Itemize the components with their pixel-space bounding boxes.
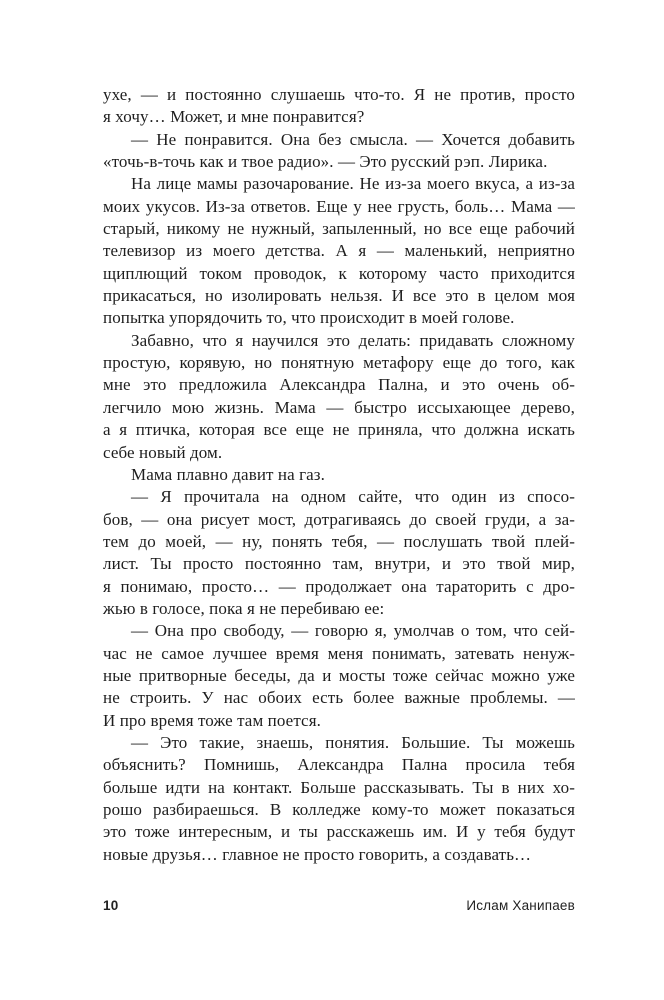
text-line: а я птичка, которая все еще не приняла, что должна искать xyxy=(103,420,575,440)
paragraph xyxy=(103,173,575,329)
text-block xyxy=(103,84,575,866)
paragraph xyxy=(103,330,575,464)
text-line: — Это такие, знаешь, понятия. Большие. Ты можешь xyxy=(131,732,575,752)
text-line: — Она про свободу, — говорю я, умолчав о том, что сей- xyxy=(131,621,575,641)
text-line: простую, корявую, но понятную метафору еще до того, как xyxy=(103,353,575,373)
paragraph xyxy=(103,620,575,732)
text-line: я понимаю, просто… — продолжает она тараторить с дро- xyxy=(103,576,575,596)
text-line: новые друзья… главное не просто говорить, а создавать… xyxy=(103,844,532,864)
text-line: И про время тоже там поется. xyxy=(103,710,321,730)
text-line: — Я прочитала на одном сайте, что один из спосо- xyxy=(131,487,575,507)
text-line: бов, — она рисует мост, дотрагиваясь до своей груди, а за- xyxy=(103,509,575,529)
text-line: — Не понравится. Она без смысла. — Хочется добавить xyxy=(131,129,575,149)
page-number: 10 xyxy=(103,898,119,913)
text-line: попытка упорядочить то, что происходит в моей голове. xyxy=(103,308,515,328)
text-line: Мама плавно давит на газ. xyxy=(131,464,325,484)
text-line: объяснить? Помнишь, Александра Пална просила тебя xyxy=(103,755,575,775)
text-line: мне это предложила Александра Пална, и это очень об- xyxy=(103,375,575,395)
text-line: это тоже интересным, и ты расскажешь им. И у тебя будут xyxy=(103,822,575,842)
text-line: больше идти на контакт. Больше рассказывать. Ты в них хо- xyxy=(103,777,575,797)
text-line: жью в голосе, пока я не перебиваю ее: xyxy=(103,598,385,618)
text-line: На лице мамы разочарование. Не из-за моего вкуса, а из-за xyxy=(131,174,575,194)
paragraph xyxy=(103,464,575,486)
text-line: тем до моей, — ну, понять тебя, — послушать твой плей- xyxy=(103,531,575,551)
text-line: ухе, — и постоянно слушаешь что-то. Я не против, просто xyxy=(103,85,575,104)
paragraph xyxy=(103,84,575,129)
text-line: «точь-в-точь как и твое радио». — Это русский рэп. Лирика. xyxy=(103,152,548,172)
text-line: легчило мою жизнь. Мама — быстро иссыхающее дерево, xyxy=(103,397,575,417)
text-line: прикасаться, но изолировать нельзя. И все это в целом моя xyxy=(103,286,575,306)
text-line: себе новый дом. xyxy=(103,442,223,462)
text-line: телевизор из моего детства. А я — маленький, неприятно xyxy=(103,241,575,261)
text-line: лист. Ты просто постоянно там, внутри, и это твой мир, xyxy=(103,554,575,574)
text-line: щиплющий током проводок, к которому часто приходится xyxy=(103,263,575,283)
text-line: Забавно, что я научился это делать: придавать сложному xyxy=(131,330,575,350)
text-line: час не самое лучшее время меня понимать, затевать ненуж- xyxy=(103,643,575,663)
text-line: не строить. У нас обоих есть более важные проблемы. — xyxy=(103,688,575,708)
paragraph xyxy=(103,486,575,620)
text-line: я хочу… Может, и мне понравится? xyxy=(103,107,365,127)
text-line: моих укусов. Из-за ответов. Еще у нее грусть, боль… Мама — xyxy=(103,196,575,216)
paragraph xyxy=(103,129,575,174)
paragraph xyxy=(103,732,575,866)
running-footer-author: Ислам Ханипаев xyxy=(466,898,575,913)
text-line: рошо разбираешься. В колледже кому-то может показаться xyxy=(103,800,575,819)
text-line: старый, никому не нужный, запыленный, но все еще рабочий xyxy=(103,219,575,239)
page-footer xyxy=(103,898,575,913)
text-line: ные притворные беседы, да и мосты тоже сейчас можно уже xyxy=(103,665,575,685)
